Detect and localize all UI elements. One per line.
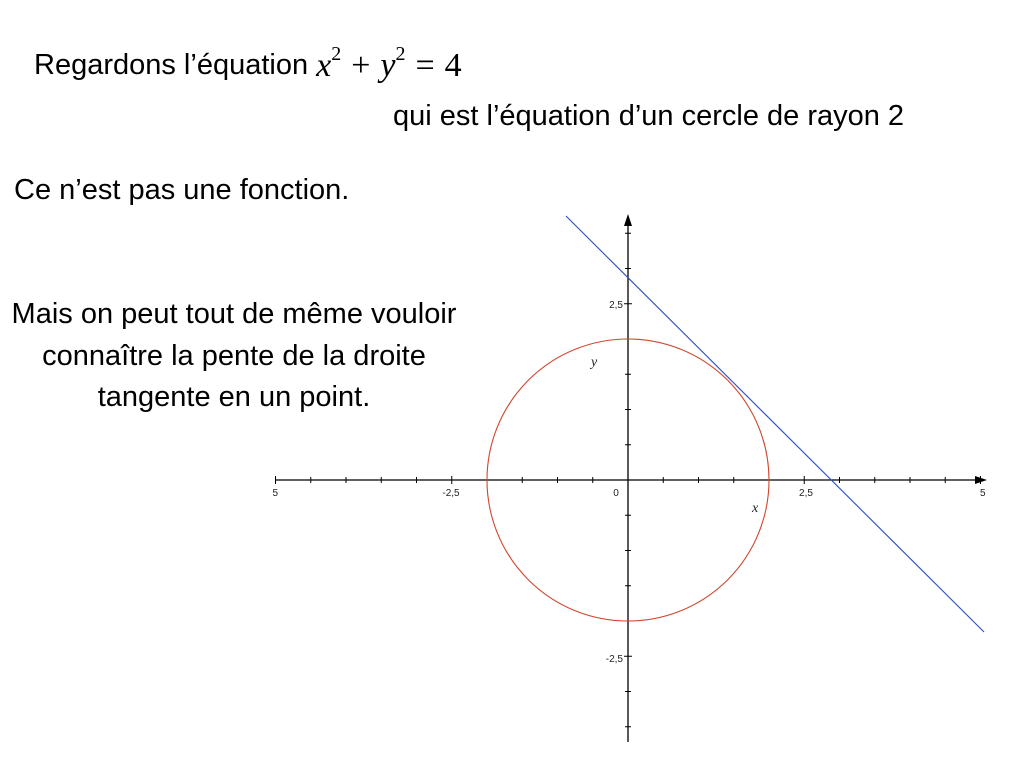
equation-plus: + (351, 47, 371, 84)
equation-y-exponent: 2 (395, 43, 406, 65)
equation-x: x (316, 47, 332, 84)
circle-description: qui est l’équation d’un cercle de rayon 2 (393, 100, 905, 132)
x-tick-label-0: 0 (613, 488, 619, 499)
equation-x-exponent: 2 (331, 43, 342, 65)
x-axis-label: x (752, 501, 759, 516)
intro-text: Regardons l’équation (34, 49, 309, 81)
y-tick-label-neg2-5: -2,5 (605, 654, 623, 665)
y-axis-label: y (591, 355, 598, 370)
y-tick-label-2-5: 2,5 (609, 300, 623, 311)
not-a-function-text: Ce n’est pas une fonction. (14, 174, 350, 206)
tangent-paragraph: Mais on peut tout de même vouloir connaître la pente de la droite tangente en un point. (11, 298, 457, 413)
x-tick-label-neg2-5: -2,5 (442, 488, 460, 499)
equation-equals: = (415, 47, 435, 84)
tangent-line (566, 216, 984, 632)
x-tick-label-neg5: 5 (272, 488, 278, 499)
equation-rhs: 4 (444, 47, 462, 84)
equation-y: y (380, 47, 396, 84)
y-axis-arrow (624, 214, 632, 226)
x-tick-label-5: 5 (980, 488, 986, 499)
x-tick-label-2-5: 2,5 (799, 488, 813, 499)
